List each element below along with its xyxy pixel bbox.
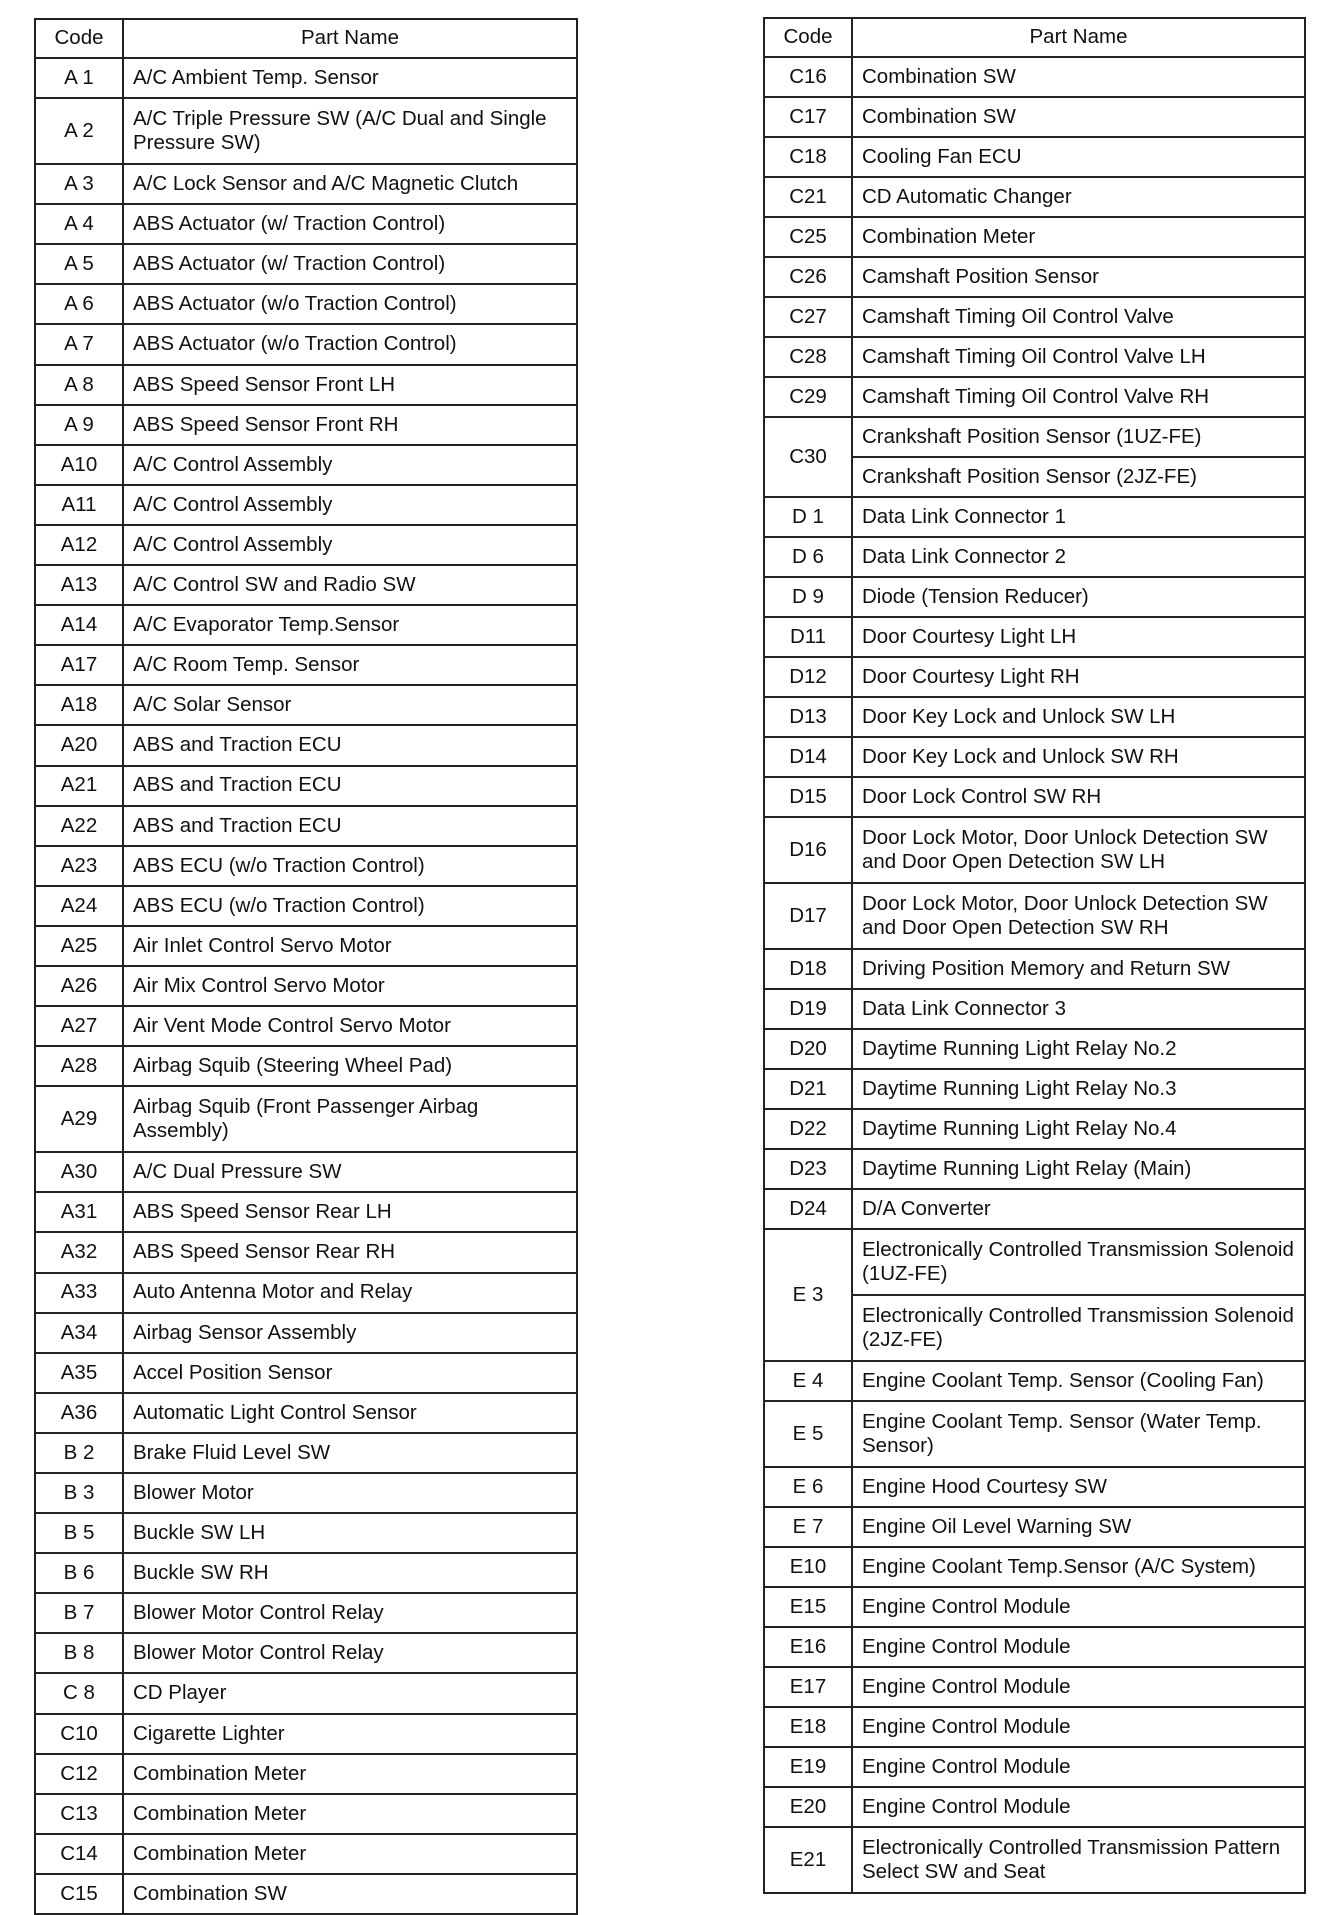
- part-code: A21: [35, 766, 123, 806]
- part-code: C25: [764, 217, 852, 257]
- part-name: Blower Motor: [123, 1473, 577, 1513]
- part-code: A31: [35, 1192, 123, 1232]
- part-code: E21: [764, 1827, 852, 1893]
- part-name: Camshaft Position Sensor: [852, 257, 1305, 297]
- part-code: C14: [35, 1834, 123, 1874]
- part-name: Engine Control Module: [852, 1747, 1305, 1787]
- table-row: [764, 817, 1305, 883]
- part-name: Camshaft Timing Oil Control Valve: [852, 297, 1305, 337]
- part-name: Engine Control Module: [852, 1627, 1305, 1667]
- part-code: E 5: [764, 1401, 852, 1467]
- table-row: [35, 725, 577, 765]
- table-row: [764, 97, 1305, 137]
- part-name: Engine Control Module: [852, 1707, 1305, 1747]
- part-name: Daytime Running Light Relay No.4: [852, 1109, 1305, 1149]
- table-row: [35, 324, 577, 364]
- table-row: [764, 377, 1305, 417]
- part-name: Engine Control Module: [852, 1587, 1305, 1627]
- part-name: Door Lock Motor, Door Unlock Detection SW and Door Open Detection SW LH: [852, 817, 1305, 883]
- part-code: E 7: [764, 1507, 852, 1547]
- table-row: [35, 525, 577, 565]
- table-row: [764, 497, 1305, 537]
- table-row: [35, 766, 577, 806]
- part-code: A22: [35, 806, 123, 846]
- part-code: A 5: [35, 244, 123, 284]
- table-row: [35, 1874, 577, 1914]
- table-row: [35, 1006, 577, 1046]
- part-name: Combination Meter: [852, 217, 1305, 257]
- part-name: A/C Control SW and Radio SW: [123, 565, 577, 605]
- table-row: [764, 1109, 1305, 1149]
- part-code: B 6: [35, 1553, 123, 1593]
- part-code: A18: [35, 685, 123, 725]
- part-code: C13: [35, 1794, 123, 1834]
- part-name: Door Lock Control SW RH: [852, 777, 1305, 817]
- table-row: [35, 1192, 577, 1232]
- part-name: A/C Ambient Temp. Sensor: [123, 58, 577, 98]
- part-code: A25: [35, 926, 123, 966]
- part-name: Electronically Controlled Transmission Pattern Select SW and Seat: [852, 1827, 1305, 1893]
- part-name: Data Link Connector 1: [852, 497, 1305, 537]
- table-row: [35, 1834, 577, 1874]
- part-code: D11: [764, 617, 852, 657]
- left-table-body: [35, 58, 577, 1914]
- part-name: ABS Speed Sensor Front RH: [123, 405, 577, 445]
- table-row: [35, 1473, 577, 1513]
- part-code: A36: [35, 1393, 123, 1433]
- table-row: [35, 1754, 577, 1794]
- table-row: [35, 1353, 577, 1393]
- table-row: [764, 617, 1305, 657]
- table-row: [764, 1229, 1305, 1295]
- part-code: E15: [764, 1587, 852, 1627]
- part-code: C27: [764, 297, 852, 337]
- table-row: [35, 204, 577, 244]
- table-row: [35, 1433, 577, 1473]
- table-row: [35, 365, 577, 405]
- part-name: ABS ECU (w/o Traction Control): [123, 846, 577, 886]
- part-code: A 7: [35, 324, 123, 364]
- part-name: ABS Actuator (w/o Traction Control): [123, 284, 577, 324]
- part-code: C15: [35, 1874, 123, 1914]
- part-code: A28: [35, 1046, 123, 1086]
- part-name: Auto Antenna Motor and Relay: [123, 1273, 577, 1313]
- part-name: A/C Control Assembly: [123, 485, 577, 525]
- table-row: [764, 417, 1305, 457]
- table-row: [764, 1547, 1305, 1587]
- part-code: C28: [764, 337, 852, 377]
- code-column-header: Code: [35, 19, 123, 58]
- part-name-column-header: Part Name: [123, 19, 577, 58]
- table-row: [35, 1553, 577, 1593]
- part-code: A34: [35, 1313, 123, 1353]
- part-name: Airbag Squib (Front Passenger Airbag Assembly): [123, 1086, 577, 1152]
- table-row: [35, 1593, 577, 1633]
- part-name: Data Link Connector 3: [852, 989, 1305, 1029]
- table-row: [35, 886, 577, 926]
- part-code: A26: [35, 966, 123, 1006]
- table-row: [764, 1587, 1305, 1627]
- part-code: B 2: [35, 1433, 123, 1473]
- table-row: [764, 1149, 1305, 1189]
- part-code: A20: [35, 725, 123, 765]
- part-name: Camshaft Timing Oil Control Valve LH: [852, 337, 1305, 377]
- part-name: Crankshaft Position Sensor (2JZ-FE): [852, 457, 1305, 497]
- table-row: [35, 98, 577, 164]
- part-code: A13: [35, 565, 123, 605]
- code-column-header: Code: [764, 18, 852, 57]
- part-name: Airbag Squib (Steering Wheel Pad): [123, 1046, 577, 1086]
- part-code: D13: [764, 697, 852, 737]
- part-code: D19: [764, 989, 852, 1029]
- table-row: [764, 1189, 1305, 1229]
- part-name: Driving Position Memory and Return SW: [852, 949, 1305, 989]
- part-name: CD Player: [123, 1673, 577, 1713]
- table-row: [764, 1029, 1305, 1069]
- part-name: Door Key Lock and Unlock SW LH: [852, 697, 1305, 737]
- part-name: Airbag Sensor Assembly: [123, 1313, 577, 1353]
- part-name: Daytime Running Light Relay No.3: [852, 1069, 1305, 1109]
- table-row: [35, 164, 577, 204]
- part-name: Automatic Light Control Sensor: [123, 1393, 577, 1433]
- table-row: [35, 1513, 577, 1553]
- part-name: Combination Meter: [123, 1754, 577, 1794]
- part-code: D18: [764, 949, 852, 989]
- table-row: [35, 1232, 577, 1272]
- part-code: C12: [35, 1754, 123, 1794]
- part-code: D 9: [764, 577, 852, 617]
- part-code: D12: [764, 657, 852, 697]
- part-code: A35: [35, 1353, 123, 1393]
- table-row: [35, 565, 577, 605]
- table-row: [764, 777, 1305, 817]
- part-code: A24: [35, 886, 123, 926]
- part-code: A 3: [35, 164, 123, 204]
- table-row: [764, 177, 1305, 217]
- part-name: Engine Coolant Temp.Sensor (A/C System): [852, 1547, 1305, 1587]
- part-name: Daytime Running Light Relay No.2: [852, 1029, 1305, 1069]
- table-row: [764, 257, 1305, 297]
- part-name: A/C Control Assembly: [123, 525, 577, 565]
- table-row: [35, 1086, 577, 1152]
- part-code: E18: [764, 1707, 852, 1747]
- table-row: [35, 1393, 577, 1433]
- part-code: E16: [764, 1627, 852, 1667]
- part-name: Camshaft Timing Oil Control Valve RH: [852, 377, 1305, 417]
- part-code: A27: [35, 1006, 123, 1046]
- part-code: D14: [764, 737, 852, 777]
- part-name: Combination Meter: [123, 1834, 577, 1874]
- table-header-row: [764, 18, 1305, 57]
- part-code: A 4: [35, 204, 123, 244]
- part-name: Door Courtesy Light RH: [852, 657, 1305, 697]
- table-row: [764, 537, 1305, 577]
- table-row: [764, 1667, 1305, 1707]
- part-name: Air Inlet Control Servo Motor: [123, 926, 577, 966]
- part-name: D/A Converter: [852, 1189, 1305, 1229]
- part-name: ABS Speed Sensor Front LH: [123, 365, 577, 405]
- table-row: [764, 1627, 1305, 1667]
- table-row: [764, 657, 1305, 697]
- part-code: D17: [764, 883, 852, 949]
- part-name: Combination SW: [852, 97, 1305, 137]
- table-row: [764, 1707, 1305, 1747]
- table-row: [35, 1152, 577, 1192]
- table-row: [35, 58, 577, 98]
- part-code: A30: [35, 1152, 123, 1192]
- part-code: C26: [764, 257, 852, 297]
- part-code: A32: [35, 1232, 123, 1272]
- part-code: D 6: [764, 537, 852, 577]
- part-code: A17: [35, 645, 123, 685]
- part-code: C16: [764, 57, 852, 97]
- table-row: [35, 846, 577, 886]
- table-row: [35, 806, 577, 846]
- part-code: E20: [764, 1787, 852, 1827]
- part-name: A/C Control Assembly: [123, 445, 577, 485]
- part-name: Electronically Controlled Transmission Solenoid (2JZ-FE): [852, 1295, 1305, 1361]
- part-name: Combination SW: [852, 57, 1305, 97]
- table-row: [35, 1794, 577, 1834]
- table-row: [35, 284, 577, 324]
- part-name: ABS and Traction ECU: [123, 766, 577, 806]
- part-code: C17: [764, 97, 852, 137]
- table-row: [764, 949, 1305, 989]
- table-row: [35, 605, 577, 645]
- part-code: E 6: [764, 1467, 852, 1507]
- part-name: ABS ECU (w/o Traction Control): [123, 886, 577, 926]
- part-name: Air Vent Mode Control Servo Motor: [123, 1006, 577, 1046]
- part-name: A/C Lock Sensor and A/C Magnetic Clutch: [123, 164, 577, 204]
- part-code: E19: [764, 1747, 852, 1787]
- part-code: C29: [764, 377, 852, 417]
- part-name: ABS and Traction ECU: [123, 725, 577, 765]
- table-row: [764, 989, 1305, 1029]
- part-code: E 3: [764, 1229, 852, 1361]
- part-name: Buckle SW RH: [123, 1553, 577, 1593]
- part-name-column-header: Part Name: [852, 18, 1305, 57]
- part-code: A12: [35, 525, 123, 565]
- table-row: [764, 297, 1305, 337]
- part-name: Door Key Lock and Unlock SW RH: [852, 737, 1305, 777]
- part-code: D20: [764, 1029, 852, 1069]
- part-name: ABS Actuator (w/o Traction Control): [123, 324, 577, 364]
- part-name: Combination SW: [123, 1874, 577, 1914]
- part-code: A11: [35, 485, 123, 525]
- table-header-row: [35, 19, 577, 58]
- part-code: A14: [35, 605, 123, 645]
- table-row: [764, 137, 1305, 177]
- table-row: [35, 485, 577, 525]
- part-code: B 7: [35, 1593, 123, 1633]
- left-parts-table: [34, 18, 578, 1915]
- part-name: Engine Control Module: [852, 1787, 1305, 1827]
- part-name: CD Automatic Changer: [852, 177, 1305, 217]
- part-name: Electronically Controlled Transmission Solenoid (1UZ-FE): [852, 1229, 1305, 1295]
- part-code: B 5: [35, 1513, 123, 1553]
- part-code: B 8: [35, 1633, 123, 1673]
- part-name: Blower Motor Control Relay: [123, 1633, 577, 1673]
- part-code: D22: [764, 1109, 852, 1149]
- part-code: D23: [764, 1149, 852, 1189]
- table-row: [35, 1714, 577, 1754]
- part-code: A 1: [35, 58, 123, 98]
- right-parts-table: [763, 17, 1306, 1894]
- table-row: [764, 1787, 1305, 1827]
- part-code: D16: [764, 817, 852, 883]
- part-name: ABS Actuator (w/ Traction Control): [123, 244, 577, 284]
- part-name: Engine Control Module: [852, 1667, 1305, 1707]
- part-code: D 1: [764, 497, 852, 537]
- part-name: Engine Hood Courtesy SW: [852, 1467, 1305, 1507]
- part-name: Combination Meter: [123, 1794, 577, 1834]
- part-code: A29: [35, 1086, 123, 1152]
- part-name: Engine Oil Level Warning SW: [852, 1507, 1305, 1547]
- part-code: B 3: [35, 1473, 123, 1513]
- part-code: C18: [764, 137, 852, 177]
- part-name: Door Courtesy Light LH: [852, 617, 1305, 657]
- part-name: Daytime Running Light Relay (Main): [852, 1149, 1305, 1189]
- table-row: [35, 966, 577, 1006]
- part-code: C10: [35, 1714, 123, 1754]
- table-row: [764, 1467, 1305, 1507]
- part-name: ABS and Traction ECU: [123, 806, 577, 846]
- part-name: Engine Coolant Temp. Sensor (Cooling Fan): [852, 1361, 1305, 1401]
- table-row: [35, 1273, 577, 1313]
- table-row: [764, 577, 1305, 617]
- part-name: Diode (Tension Reducer): [852, 577, 1305, 617]
- table-row: [764, 1361, 1305, 1401]
- part-name: ABS Actuator (w/ Traction Control): [123, 204, 577, 244]
- table-row: [35, 445, 577, 485]
- part-name: A/C Triple Pressure SW (A/C Dual and Single Pressure SW): [123, 98, 577, 164]
- part-name: ABS Speed Sensor Rear RH: [123, 1232, 577, 1272]
- part-name: A/C Solar Sensor: [123, 685, 577, 725]
- part-name: A/C Room Temp. Sensor: [123, 645, 577, 685]
- part-code: A10: [35, 445, 123, 485]
- part-code: E 4: [764, 1361, 852, 1401]
- part-code: D21: [764, 1069, 852, 1109]
- part-name: Data Link Connector 2: [852, 537, 1305, 577]
- part-name: Accel Position Sensor: [123, 1353, 577, 1393]
- table-row: [35, 1673, 577, 1713]
- part-name: Crankshaft Position Sensor (1UZ-FE): [852, 417, 1305, 457]
- table-row: [764, 217, 1305, 257]
- part-code: C 8: [35, 1673, 123, 1713]
- part-name: Cigarette Lighter: [123, 1714, 577, 1754]
- table-row: [35, 1046, 577, 1086]
- part-name: A/C Dual Pressure SW: [123, 1152, 577, 1192]
- part-name: Door Lock Motor, Door Unlock Detection SW and Door Open Detection SW RH: [852, 883, 1305, 949]
- table-row: [764, 737, 1305, 777]
- table-row: [35, 926, 577, 966]
- part-code: A 6: [35, 284, 123, 324]
- table-row: [35, 685, 577, 725]
- table-row: [764, 1069, 1305, 1109]
- part-code: A 8: [35, 365, 123, 405]
- part-name: A/C Evaporator Temp.Sensor: [123, 605, 577, 645]
- table-row: [764, 1747, 1305, 1787]
- table-row: [35, 1313, 577, 1353]
- part-name: ABS Speed Sensor Rear LH: [123, 1192, 577, 1232]
- part-code: D15: [764, 777, 852, 817]
- part-name: Brake Fluid Level SW: [123, 1433, 577, 1473]
- table-row: [764, 1507, 1305, 1547]
- table-row: [35, 405, 577, 445]
- part-code: C21: [764, 177, 852, 217]
- part-code: A 9: [35, 405, 123, 445]
- part-code: A33: [35, 1273, 123, 1313]
- part-code: A 2: [35, 98, 123, 164]
- right-table-body: [764, 57, 1305, 1893]
- part-name: Air Mix Control Servo Motor: [123, 966, 577, 1006]
- part-code: E17: [764, 1667, 852, 1707]
- table-row: [35, 244, 577, 284]
- part-code: C30: [764, 417, 852, 497]
- part-name: Buckle SW LH: [123, 1513, 577, 1553]
- part-code: E10: [764, 1547, 852, 1587]
- table-row: [764, 1827, 1305, 1893]
- table-row: [35, 645, 577, 685]
- part-code: A23: [35, 846, 123, 886]
- part-code: D24: [764, 1189, 852, 1229]
- table-row: [764, 57, 1305, 97]
- table-row: [764, 883, 1305, 949]
- table-row: [764, 337, 1305, 377]
- table-row: [764, 697, 1305, 737]
- table-row: [764, 1401, 1305, 1467]
- part-name: Engine Coolant Temp. Sensor (Water Temp. Sensor): [852, 1401, 1305, 1467]
- part-name: Cooling Fan ECU: [852, 137, 1305, 177]
- part-name: Blower Motor Control Relay: [123, 1593, 577, 1633]
- table-row: [35, 1633, 577, 1673]
